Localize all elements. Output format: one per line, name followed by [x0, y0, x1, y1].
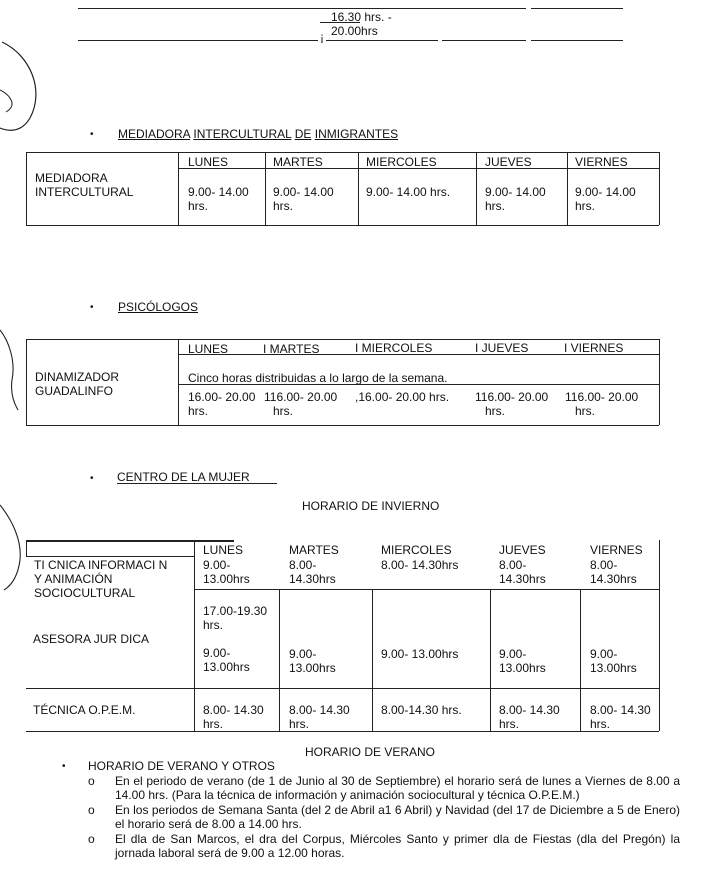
day-header: JUEVES [499, 543, 546, 557]
sub-bullet: o [88, 774, 95, 788]
title-word: INMIGRANTES [314, 127, 399, 141]
title-word: MEDIADORA [118, 127, 191, 141]
row-label: MEDIADORA [35, 171, 108, 185]
top-time-line-1: 16.30 hrs. - [331, 10, 392, 24]
day-header: I MARTES [263, 342, 320, 356]
day-header: MARTES [289, 543, 339, 557]
time-cell: hrs. [575, 199, 596, 213]
day-header: MIERCOLES [366, 155, 437, 169]
day-header: VIERNES [590, 543, 643, 557]
time-cell: hrs. [273, 404, 294, 418]
section-title [118, 127, 398, 141]
time-cell: hrs. [590, 717, 611, 731]
section-bullet: • [90, 129, 94, 140]
time-cell: 116.00- 20.00 [565, 390, 639, 404]
summer-title: HORARIO DE VERANO [305, 745, 436, 759]
day-header: LUNES [188, 342, 229, 356]
time-cell: 9.00- [203, 646, 231, 660]
top-time-line-2: 20.00hrs [331, 24, 378, 38]
time-cell: 8.00- [590, 558, 618, 572]
time-cell: ,16.00- 20.00 hrs. [355, 390, 450, 404]
time-cell: 9.00- [289, 647, 317, 661]
time-cell: 8.00- [289, 558, 317, 572]
time-cell: hrs. [575, 404, 596, 418]
row-label: Y ANIMACIÓN [34, 572, 113, 586]
time-cell: 9.00- 14.00 [575, 185, 636, 199]
day-header: I VIERNES [564, 341, 624, 355]
title-underline [117, 483, 277, 484]
row-label: SOCIOCULTURAL [34, 586, 136, 600]
section-subtitle: HORARIO DE INVIERNO [302, 499, 440, 513]
time-cell: hrs. [188, 199, 209, 213]
day-header: I JUEVES [475, 341, 529, 355]
time-cell: hrs. [203, 717, 224, 731]
time-cell: hrs. [273, 199, 294, 213]
time-cell: 8.00- 14.30 [289, 703, 350, 717]
day-header: JUEVES [485, 155, 532, 169]
row-label: DINAMIZADOR [35, 370, 119, 384]
sub-bullet: o [88, 832, 95, 846]
row-label: ASESORA JUR DICA [33, 632, 150, 646]
time-cell: 9.00- 14.00 [188, 185, 249, 199]
summer-item: En el periodo de verano (de 1 de Junio al 30 de Septiembre) el horario será de lunes a Viernes de 8.00 a 14.00 hrs. (Para la técnica de información y animación sociocultural y técnica O.P.E.M.) [115, 774, 680, 802]
time-cell: hrs. [485, 199, 506, 213]
time-cell: 13.00hrs [289, 661, 336, 675]
sub-bullet: o [88, 803, 95, 817]
day-header: LUNES [203, 543, 244, 557]
section-title: PSICÓLOGOS [118, 300, 199, 314]
section-bullet: • [90, 473, 94, 484]
time-cell: 17.00-19.30 [203, 604, 268, 618]
time-cell: hrs. [203, 618, 224, 632]
time-cell: 8.00- 14.30hrs [381, 558, 459, 572]
time-cell: 9.00- 14.00 [485, 185, 546, 199]
time-cell: 13.00hrs [203, 660, 250, 674]
time-cell: 116.00- 20.00 [264, 390, 338, 404]
section-title: CENTRO DE LA MUJER [117, 470, 250, 484]
time-cell: 14.30hrs [499, 572, 546, 586]
top-mark: ¡ [320, 30, 324, 44]
time-cell: 9.00- [499, 647, 527, 661]
time-cell: 8.00- 14.30 [590, 703, 651, 717]
day-header: I MIERCOLES [355, 341, 433, 355]
row-label: INTERCULTURAL [35, 185, 134, 199]
title-word: INTERCULTURAL [193, 127, 292, 141]
time-cell: 9.00- [203, 558, 231, 572]
time-cell: 14.30hrs [289, 572, 336, 586]
day-header: VIERNES [575, 155, 628, 169]
row-label: TI CNICA INFORMACI N [34, 558, 168, 572]
time-cell: 13.00hrs [203, 572, 250, 586]
time-cell: 8.00- [499, 558, 527, 572]
time-cell: 8.00- 14.30 [499, 703, 560, 717]
time-cell: 16.00- 20.00 [188, 390, 256, 404]
day-header: MIERCOLES [381, 543, 452, 557]
time-cell: hrs. [188, 404, 209, 418]
time-cell: 14.30hrs [590, 572, 637, 586]
day-header: MARTES [273, 155, 323, 169]
time-cell: 9.00- [590, 647, 618, 661]
time-cell: 13.00hrs [499, 661, 546, 675]
row-label: TÉCNICA O.P.E.M. [33, 703, 136, 717]
time-cell: hrs. [485, 404, 506, 418]
time-cell: 9.00- 14.00 [273, 185, 334, 199]
time-cell: hrs. [499, 717, 520, 731]
time-cell: 8.00-14.30 hrs. [381, 703, 462, 717]
time-cell: 9.00- 13.00hrs [381, 647, 459, 661]
time-cell: hrs. [289, 717, 310, 731]
time-cell: 116.00- 20.00 [475, 390, 549, 404]
summer-item: El dla de San Marcos, el dra del Corpus, Miércoles Santo y primer dla de Fiestas (dla del Pregón) la jornada laboral será de 9.00 a 12.00 horas. [115, 832, 680, 860]
time-cell: 9.00- 14.00 hrs. [366, 185, 451, 199]
section-bullet: • [90, 302, 94, 313]
schedule-note: Cinco horas distribuidas a lo largo de la semana. [188, 371, 448, 385]
summer-heading: HORARIO DE VERANO Y OTROS [88, 759, 275, 773]
title-word: DE [294, 127, 312, 141]
time-cell: 8.00- 14.30 [203, 703, 264, 717]
summer-bullet: • [62, 761, 66, 772]
time-cell: 13.00hrs [590, 661, 637, 675]
row-label: GUADALINFO [35, 384, 114, 398]
day-header: LUNES [188, 155, 229, 169]
summer-item: En los periodos de Semana Santa (del 2 de Abril a1 6 Abril) y Navidad (del 17 de Diciembre a 5 de Enero) el horario será de 8.00 a 14.00 hrs. [115, 803, 680, 831]
